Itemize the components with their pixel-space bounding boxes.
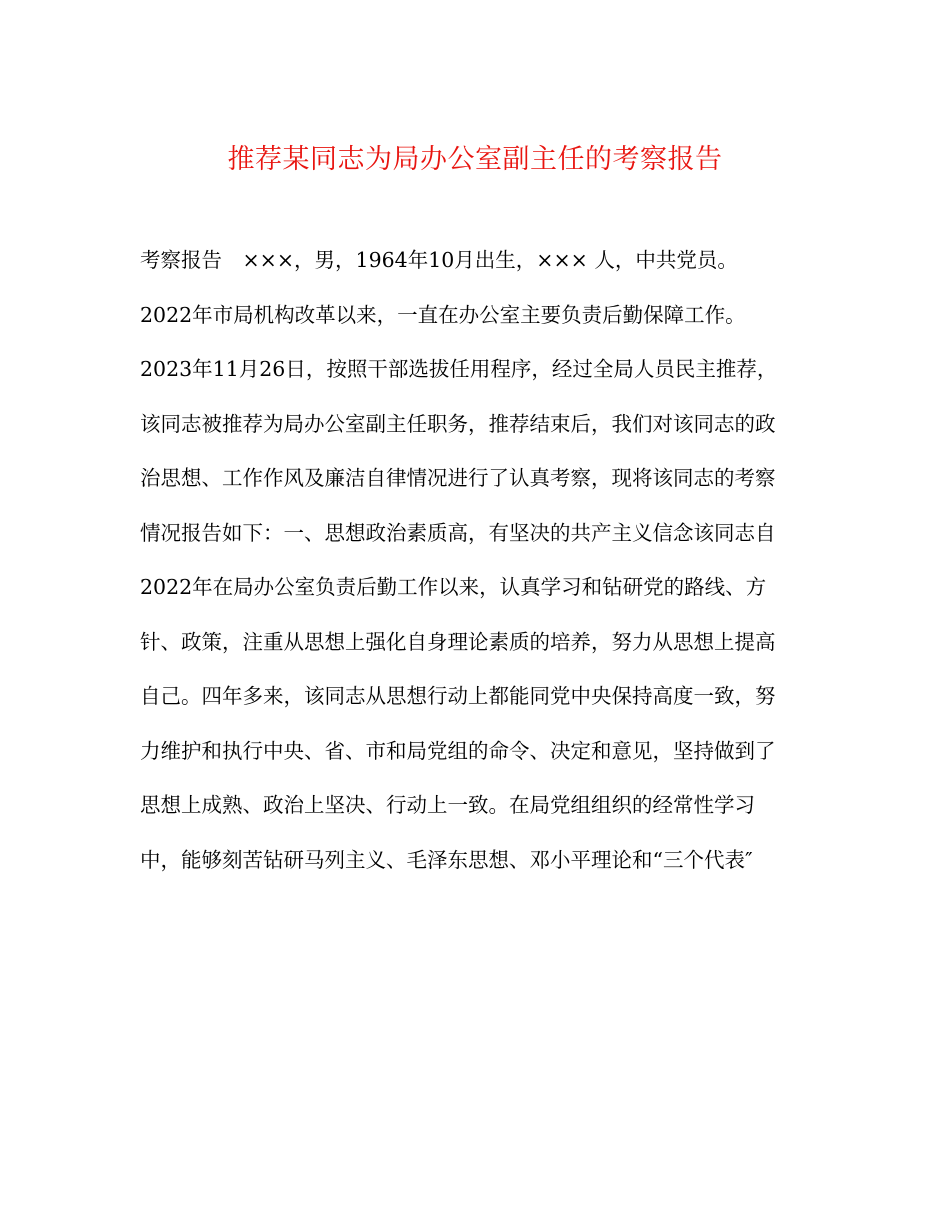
body-line: 针、政策，注重从思想上强化自身理论素质的培养，努力从思想上提高 (140, 629, 776, 654)
document-title: 推荐某同志为局办公室副主任的考察报告 (227, 144, 723, 175)
body-line: 情况报告如下：一、思想政治素质高，有坚决的共产主义信念该同志自 (140, 520, 776, 545)
body-line: 中，能够刻苦钻研马列主义、毛泽东思想、邓小平理论和“三个代表″ (140, 847, 753, 872)
body-line: 力维护和执行中央、省、市和局党组的命令、决定和意见，坚持做到了 (140, 738, 776, 763)
document-body (140, 238, 820, 892)
body-line: 思想上成熟、政治上坚决、行动上一致。在局党组组织的经常性学习 (140, 793, 755, 817)
body-line: 2022年市局机构改革以来，一直在办公室主要负责后勤保障工作。 (140, 302, 746, 327)
body-line: 该同志被推荐为局办公室副主任职务，推荐结束后，我们对该同志的政 (140, 411, 776, 436)
body-line: 2022年在局办公室负责后勤工作以来，认真学习和钻研党的路线、方 (140, 575, 767, 599)
body-line: 自己。四年多来，该同志从思想行动上都能同党中央保持高度一致，努 (140, 684, 776, 708)
body-line: 治思想、工作作风及廉洁自律情况进行了认真考察，现将该同志的考察 (140, 466, 776, 490)
body-line: 2023年11月26日，按照干部选拔任用程序，经过全局人员民主推荐， (140, 357, 778, 381)
body-line: 考察报告 ×××，男，1964年10月出生，××× 人，中共党员。 (140, 248, 738, 272)
